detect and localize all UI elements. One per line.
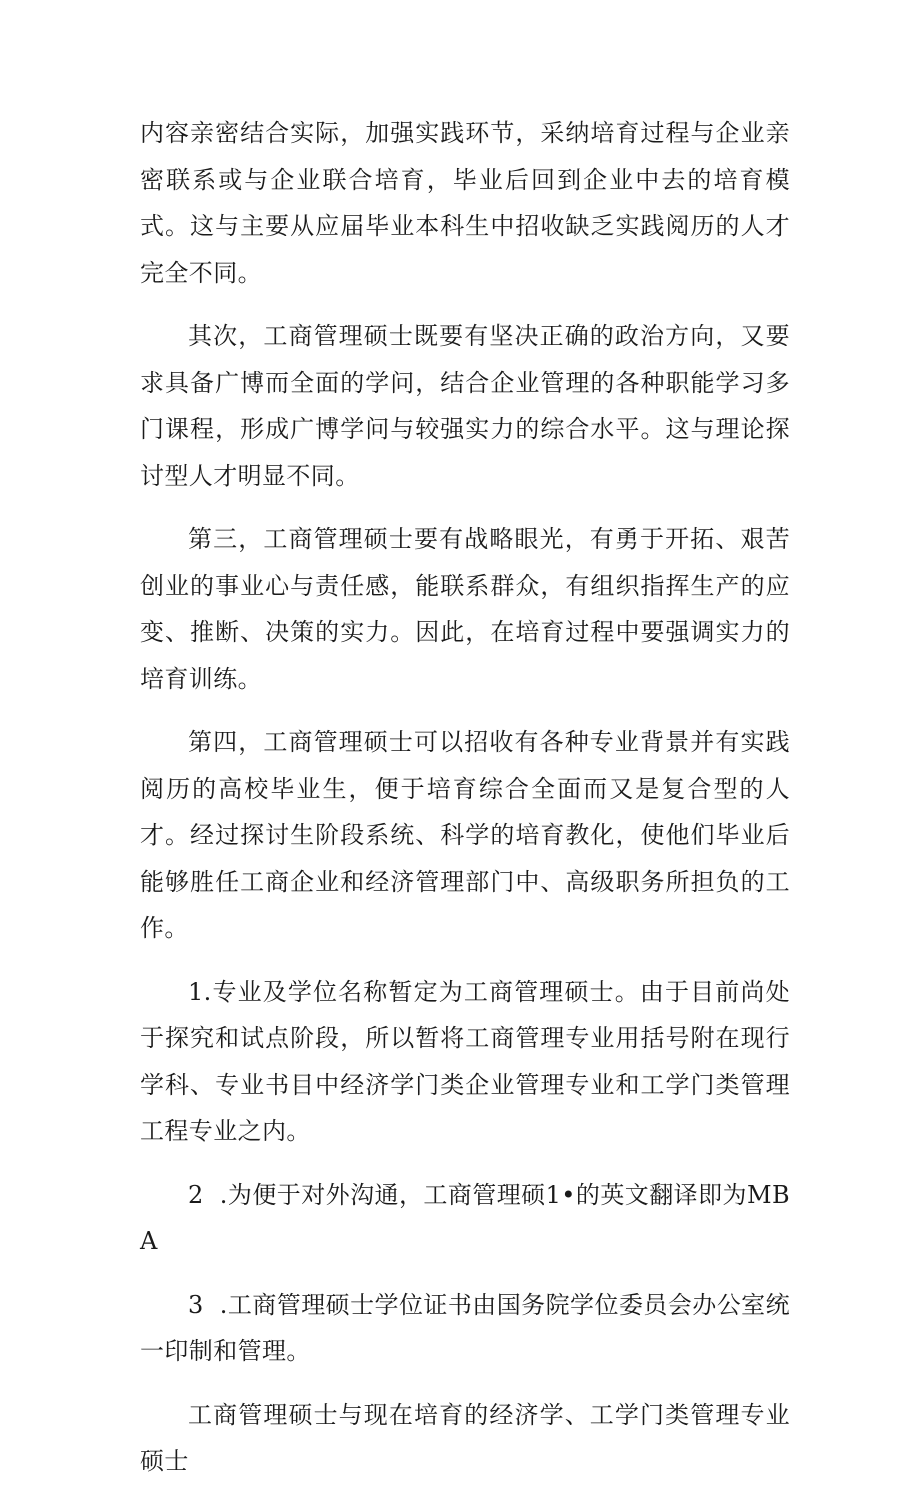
paragraph-practice-combination: 内容亲密结合实际，加强实践环节，采纳培育过程与企业亲密联系或与企业联合培育，毕业后回到企业中去的培育模式。这与主要从应届毕业本科生中招收缺乏实践阅历的人才完全不同。 <box>140 119 790 287</box>
document-body <box>140 110 790 1485</box>
paragraph-third-point: 第三，工商管理硕士要有战略眼光，有勇于开拓、艰苦创业的事业心与责任感，能联系群众，有组织指挥生产的应变、推断、决策的实力。因此，在培育过程中要强调实力的培育训练。 <box>140 525 790 693</box>
paragraph-item-2: 2 .为便于对外沟通，工商管理硕1•的英文翻译即为MBA <box>140 1180 790 1255</box>
paragraph-comparison: 工商管理硕士与现在培育的经济学、工学门类管理专业硕士 <box>140 1400 790 1475</box>
paragraph-item-3: 3 .工商管理硕士学位证书由国务院学位委员会办公室统一印制和管理。 <box>140 1290 790 1365</box>
paragraph-second-point: 其次，工商管理硕士既要有坚决正确的政治方向，又要求具备广博而全面的学问，结合企业管理的各种职能学习多门课程，形成广博学问与较强实力的综合水平。这与理论探讨型人才明显不同。 <box>140 322 790 490</box>
paragraph-item-1: 1.专业及学位名称暂定为工商管理硕士。由于目前尚处于探究和试点阶段，所以暂将工商管理专业用括号附在现行学科、专业书目中经济学门类企业管理专业和工学门类管理工程专业之内。 <box>140 977 790 1145</box>
paragraph-fourth-point: 第四，工商管理硕士可以招收有各种专业背景并有实践阅历的高校毕业生，便于培育综合全面而又是复合型的人才。经过探讨生阶段系统、科学的培育教化，使他们毕业后能够胜任工商企业和经济管理部门中、高级职务所担负的工作。 <box>140 728 790 942</box>
